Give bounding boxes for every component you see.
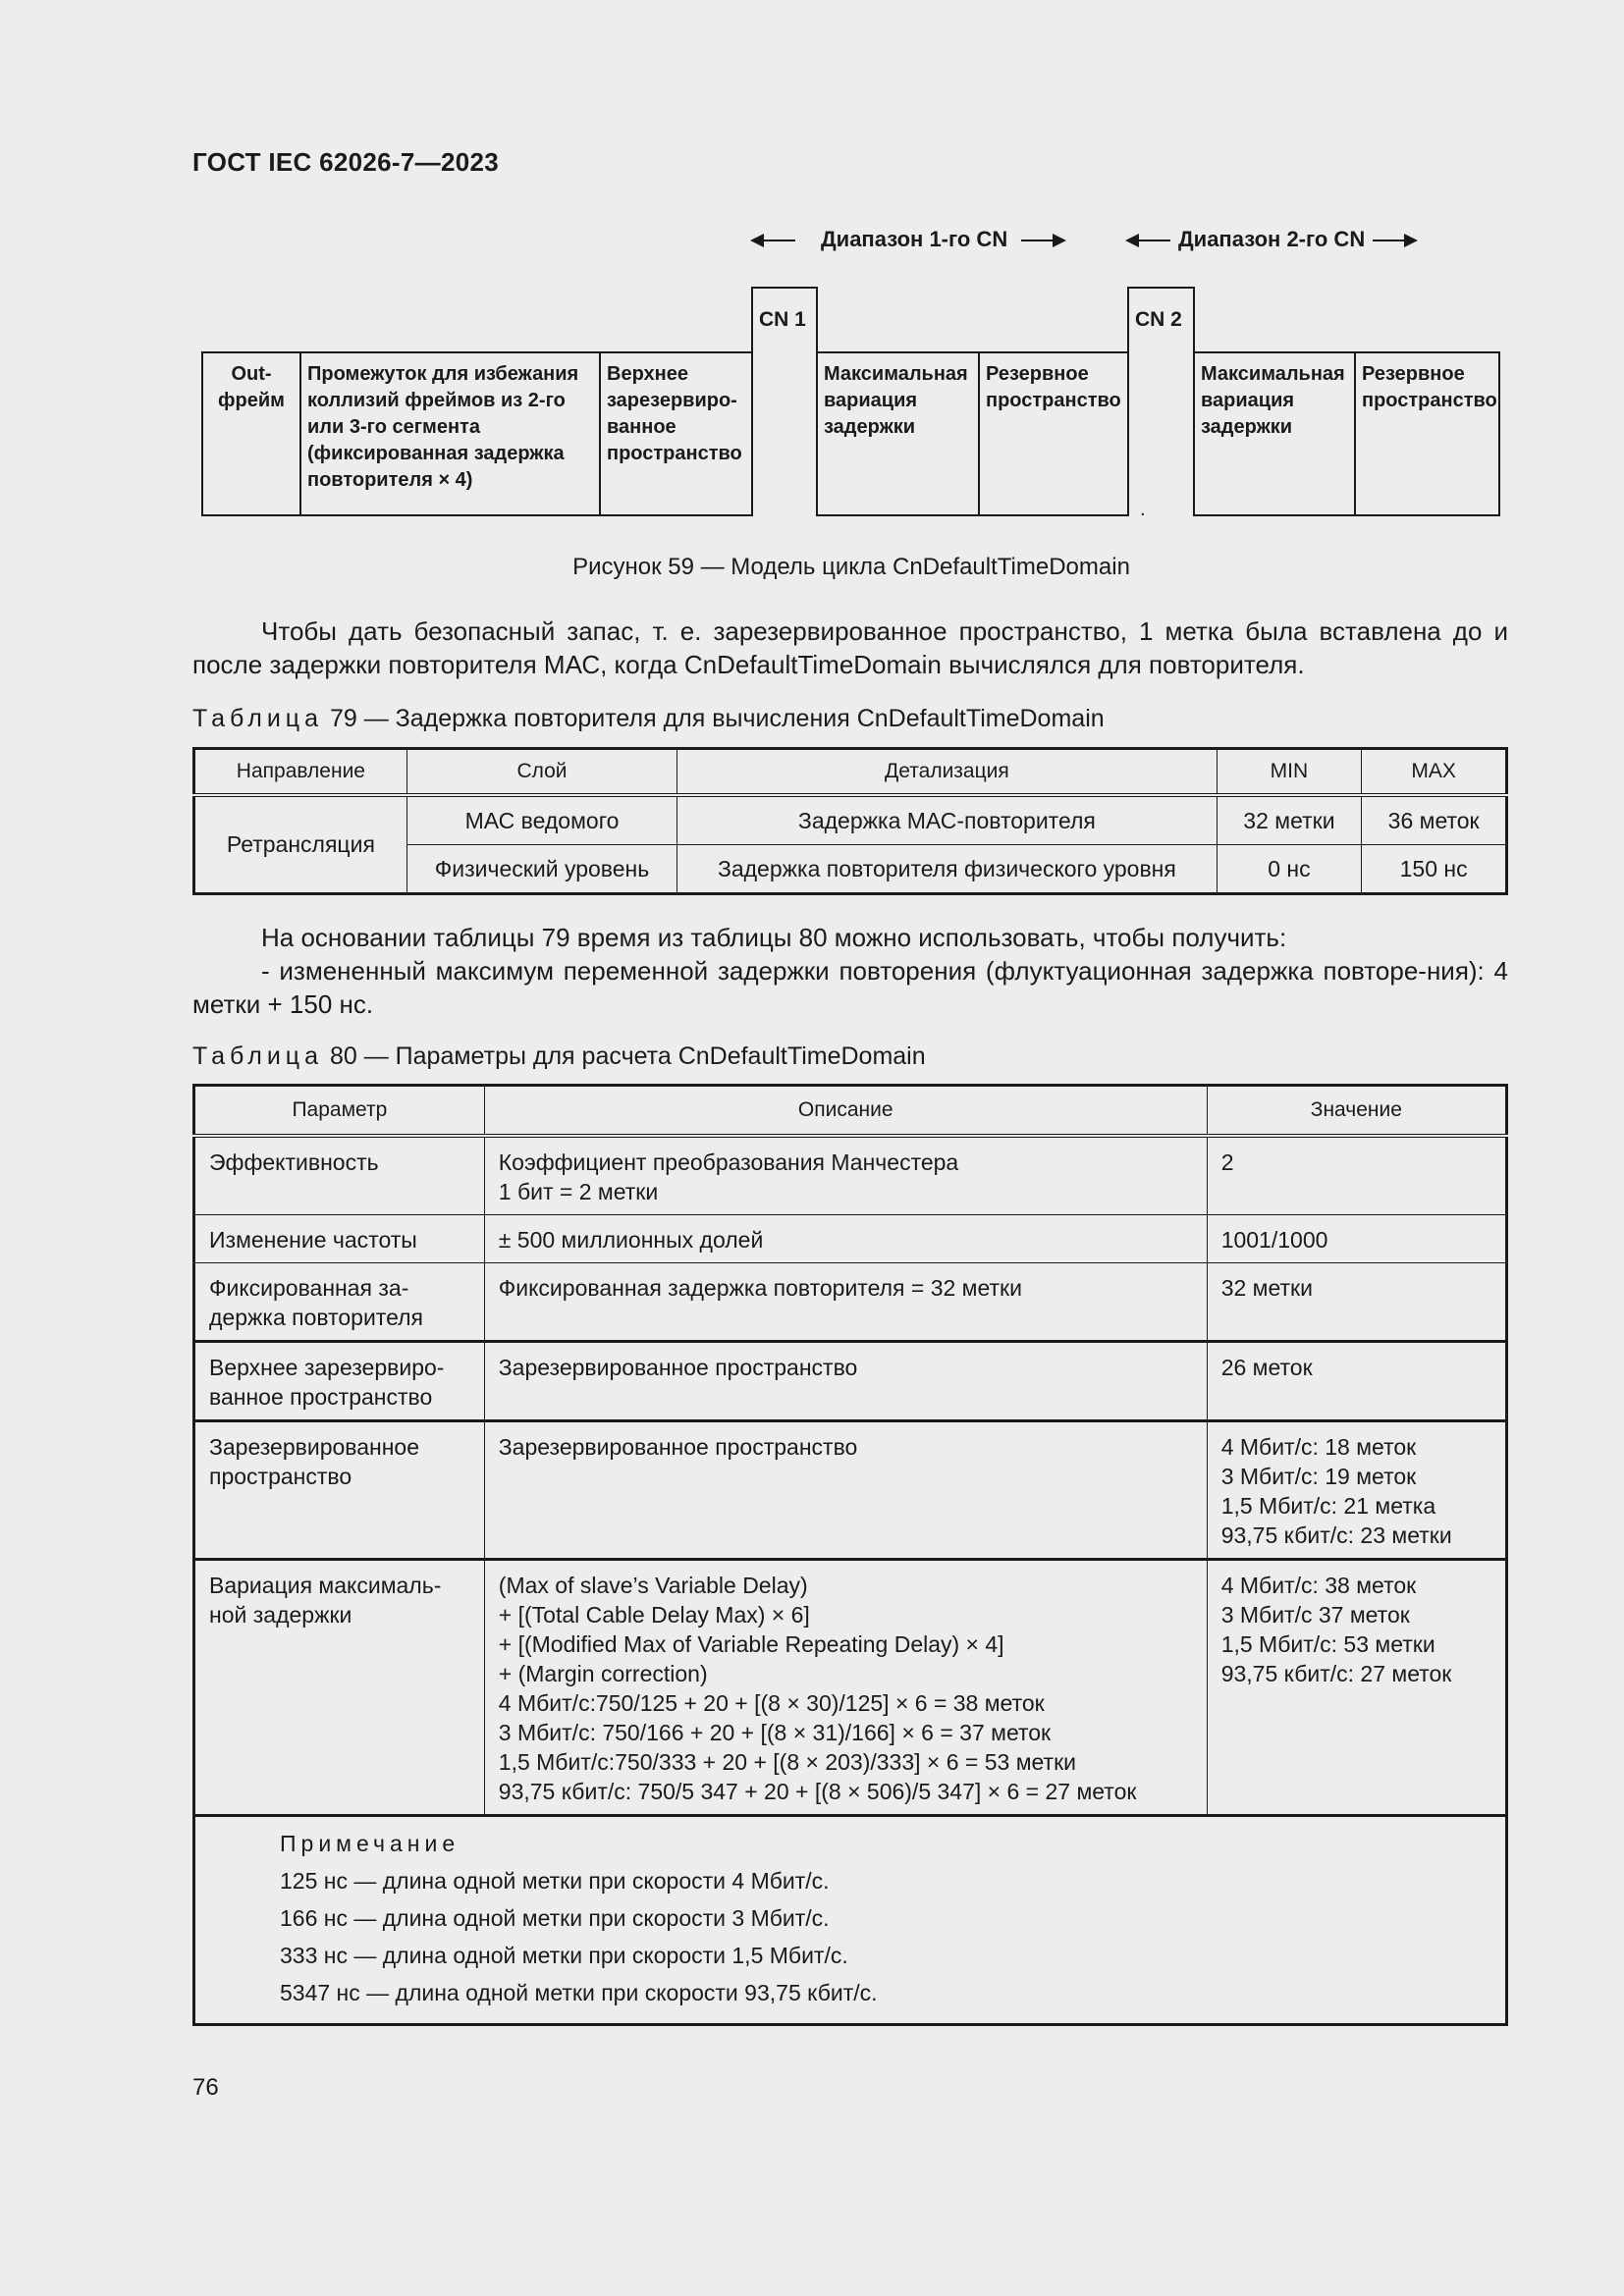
table-row — [194, 1136, 1507, 1215]
cell-line: 93,75 кбит/с: 23 метки — [1220, 1522, 1452, 1548]
cell-line: (Max of slave’s Variable Delay) — [498, 1573, 808, 1598]
cell-line: держка повторителя — [209, 1305, 423, 1330]
note-line: 5347 нс — длина одной метки при скорости 93,75 кбит/с. — [280, 1980, 878, 2005]
max-variation-cell-1: Максимальная вариация задержки — [824, 363, 968, 438]
cell-line: ванное пространство — [209, 1384, 433, 1410]
cell-line: 1 бит = 2 метки — [498, 1179, 659, 1204]
note-line: 166 нс — длина одной метки при скорости 3 Мбит/с. — [280, 1905, 830, 1931]
range1-right-arrow-icon — [1021, 240, 1064, 241]
cell-line: 1,5 Мбит/с: 53 метки — [1220, 1631, 1435, 1657]
t79-cell: МАС ведомого — [406, 795, 677, 845]
table79-title-prefix: Таблица — [192, 705, 324, 732]
cell-line: 93,75 кбит/с: 750/5 347 + 20 + [(8 × 506)/5 347] × 6 = 27 меток — [498, 1779, 1137, 1804]
cell-line: 26 меток — [1220, 1355, 1313, 1380]
table80-title — [192, 1042, 926, 1071]
figure-caption: Рисунок 59 — Модель цикла CnDefaultTimeDomain — [572, 554, 1130, 580]
t80-desc-cell — [484, 1421, 1207, 1560]
t79-header-direction: Направление — [194, 749, 407, 796]
table-row — [194, 1560, 1507, 1816]
max-variation-cell-2: Максимальная вариация задержки — [1201, 363, 1345, 438]
reserve-cell-2: Резервное пространство — [1362, 363, 1497, 411]
reserve-cell-1: Резервное пространство — [986, 363, 1121, 411]
t79-cell: 0 нс — [1217, 845, 1362, 894]
cell-line: Верхнее зарезервиро- — [209, 1355, 445, 1380]
note-line: 333 нс — длина одной метки при скорости 1,5 Мбит/с. — [280, 1943, 848, 1968]
t80-param-cell — [194, 1421, 485, 1560]
t80-param-cell — [194, 1263, 485, 1342]
range2-left-arrow-icon — [1127, 240, 1170, 241]
cell-line: Коэффициент преобразования Манчестера — [498, 1149, 959, 1175]
t80-desc-cell — [484, 1215, 1207, 1263]
t80-value-cell — [1207, 1421, 1506, 1560]
cell-line: 3 Мбит/с: 19 меток — [1220, 1464, 1417, 1489]
table-row — [194, 1421, 1507, 1560]
cell-line: 1,5 Мбит/с: 21 метка — [1220, 1493, 1436, 1519]
t79-header-min: MIN — [1217, 749, 1362, 796]
t80-param-cell — [194, 1136, 485, 1215]
cell-line: 93,75 кбит/с: 27 меток — [1220, 1661, 1452, 1686]
cell-line: + [(Total Cable Delay Max) × 6] — [498, 1602, 810, 1628]
note-title: Примечание — [280, 1831, 460, 1856]
t79-direction: Ретрансляция — [194, 795, 407, 894]
cell-line: ± 500 миллионных долей — [498, 1227, 764, 1253]
t80-value-cell — [1207, 1136, 1506, 1215]
cn2-label: CN 2 — [1135, 308, 1182, 331]
table-row — [194, 1342, 1507, 1421]
t79-cell: Физический уровень — [406, 845, 677, 894]
t80-desc-cell — [484, 1560, 1207, 1816]
cell-line: Зарезервированное — [209, 1434, 420, 1460]
cell-line: 2 — [1220, 1149, 1234, 1175]
t80-header-desc: Описание — [484, 1086, 1207, 1137]
cell-line: 4 Мбит/с: 38 меток — [1220, 1573, 1417, 1598]
t80-header-param: Параметр — [194, 1086, 485, 1137]
t80-param-cell — [194, 1560, 485, 1816]
cell-line: Вариация максималь- — [209, 1573, 442, 1598]
cell-line: 3 Мбит/с 37 меток — [1220, 1602, 1410, 1628]
t80-desc-cell — [484, 1263, 1207, 1342]
cell-line: Зарезервированное пространство — [498, 1434, 858, 1460]
cell-line: пространство — [209, 1464, 352, 1489]
cell-line: ной задержки — [209, 1602, 352, 1628]
note-line: 125 нс — длина одной метки при скорости 4 Мбит/с. — [280, 1868, 830, 1894]
cell-line: Фиксированная задержка повторителя = 32 метки — [498, 1275, 1022, 1301]
table-row — [194, 1215, 1507, 1263]
gap-cell: Промежуток для избежания коллизий фреймов из 2-го или 3-го сегмента (фиксированная задержка повторителя × 4) — [307, 363, 579, 491]
t79-cell: 32 метки — [1217, 795, 1362, 845]
range1-left-arrow-icon — [752, 240, 795, 241]
t80-header-value: Значение — [1207, 1086, 1506, 1137]
cell-line: Изменение частоты — [209, 1227, 417, 1253]
t80-value-cell — [1207, 1263, 1506, 1342]
range2-right-arrow-icon — [1373, 240, 1416, 241]
cell-line: + [(Modified Max of Variable Repeating Delay) × 4] — [498, 1631, 1004, 1657]
t79-header-max: MAX — [1362, 749, 1507, 796]
paragraph-modified-max: - измененный максимум переменной задержки повторения (флуктуационная задержка повторе-ния): 4 метки + 150 нс. — [192, 956, 1508, 1019]
t80-param-cell — [194, 1342, 485, 1421]
upper-reserved-cell: Верхнее зарезервиро-ванное пространство — [607, 363, 742, 464]
dot-mark: . — [1140, 499, 1146, 520]
cell-line: Эффективность — [209, 1149, 379, 1175]
cell-line: 1001/1000 — [1220, 1227, 1328, 1253]
paragraph-based-on: На основании таблицы 79 время из таблицы 80 можно использовать, чтобы получить: — [261, 923, 1287, 952]
cell-line: Зарезервированное пространство — [498, 1355, 858, 1380]
t79-cell: Задержка МАС-повторителя — [677, 795, 1217, 845]
cell-line: 3 Мбит/с: 750/166 + 20 + [(8 × 31)/166] × 6 = 37 меток — [498, 1720, 1052, 1745]
t79-cell: Задержка повторителя физического уровня — [677, 845, 1217, 894]
range1-label: Диапазон 1-го CN — [821, 227, 1008, 251]
t79-header-layer: Слой — [406, 749, 677, 796]
cell-line: 4 Мбит/с: 18 меток — [1220, 1434, 1417, 1460]
cn1-label: CN 1 — [759, 308, 806, 331]
cell-line: + (Margin correction) — [498, 1661, 708, 1686]
cell-line: 32 метки — [1220, 1275, 1313, 1301]
t80-value-cell — [1207, 1560, 1506, 1816]
document-header: ГОСТ IEC 62026-7—2023 — [192, 147, 499, 177]
table-row — [194, 795, 1507, 845]
t80-desc-cell — [484, 1342, 1207, 1421]
t79-cell: 36 меток — [1362, 795, 1507, 845]
table-row — [194, 1263, 1507, 1342]
t80-value-cell — [1207, 1342, 1506, 1421]
table80-title-rest: 80 — Параметры для расчета CnDefaultTimeDomain — [323, 1042, 926, 1070]
range2-label: Диапазон 2-го CN — [1178, 227, 1366, 251]
t79-header-detail: Детализация — [677, 749, 1217, 796]
out-frame-cell: Out-фрейм — [218, 363, 285, 411]
t80-value-cell — [1207, 1215, 1506, 1263]
t80-param-cell — [194, 1215, 485, 1263]
table-79 — [192, 747, 1508, 895]
t80-desc-cell — [484, 1136, 1207, 1215]
cell-line: Фиксированная за- — [209, 1275, 409, 1301]
paragraph-safety-margin: Чтобы дать безопасный запас, т. е. зарезервированное пространство, 1 метка была вставлена до и после задержки повторителя МАС, когда CnDefaultTimeDomain вычислялся для повторителя. — [192, 616, 1508, 679]
table79-title — [192, 705, 1105, 733]
table-note — [194, 1816, 1507, 2025]
table79-title-rest: 79 — Задержка повторителя для вычисления CnDefaultTimeDomain — [323, 705, 1105, 732]
cell-line: 4 Мбит/с:750/125 + 20 + [(8 × 30)/125] × 6 = 38 меток — [498, 1690, 1045, 1716]
table80-title-prefix: Таблица — [192, 1042, 324, 1070]
t79-cell: 150 нс — [1362, 845, 1507, 894]
page-number: 76 — [192, 2074, 219, 2101]
table-80 — [192, 1084, 1508, 2026]
cell-line: 1,5 Мбит/с:750/333 + 20 + [(8 × 203)/333] × 6 = 53 метки — [498, 1749, 1076, 1775]
